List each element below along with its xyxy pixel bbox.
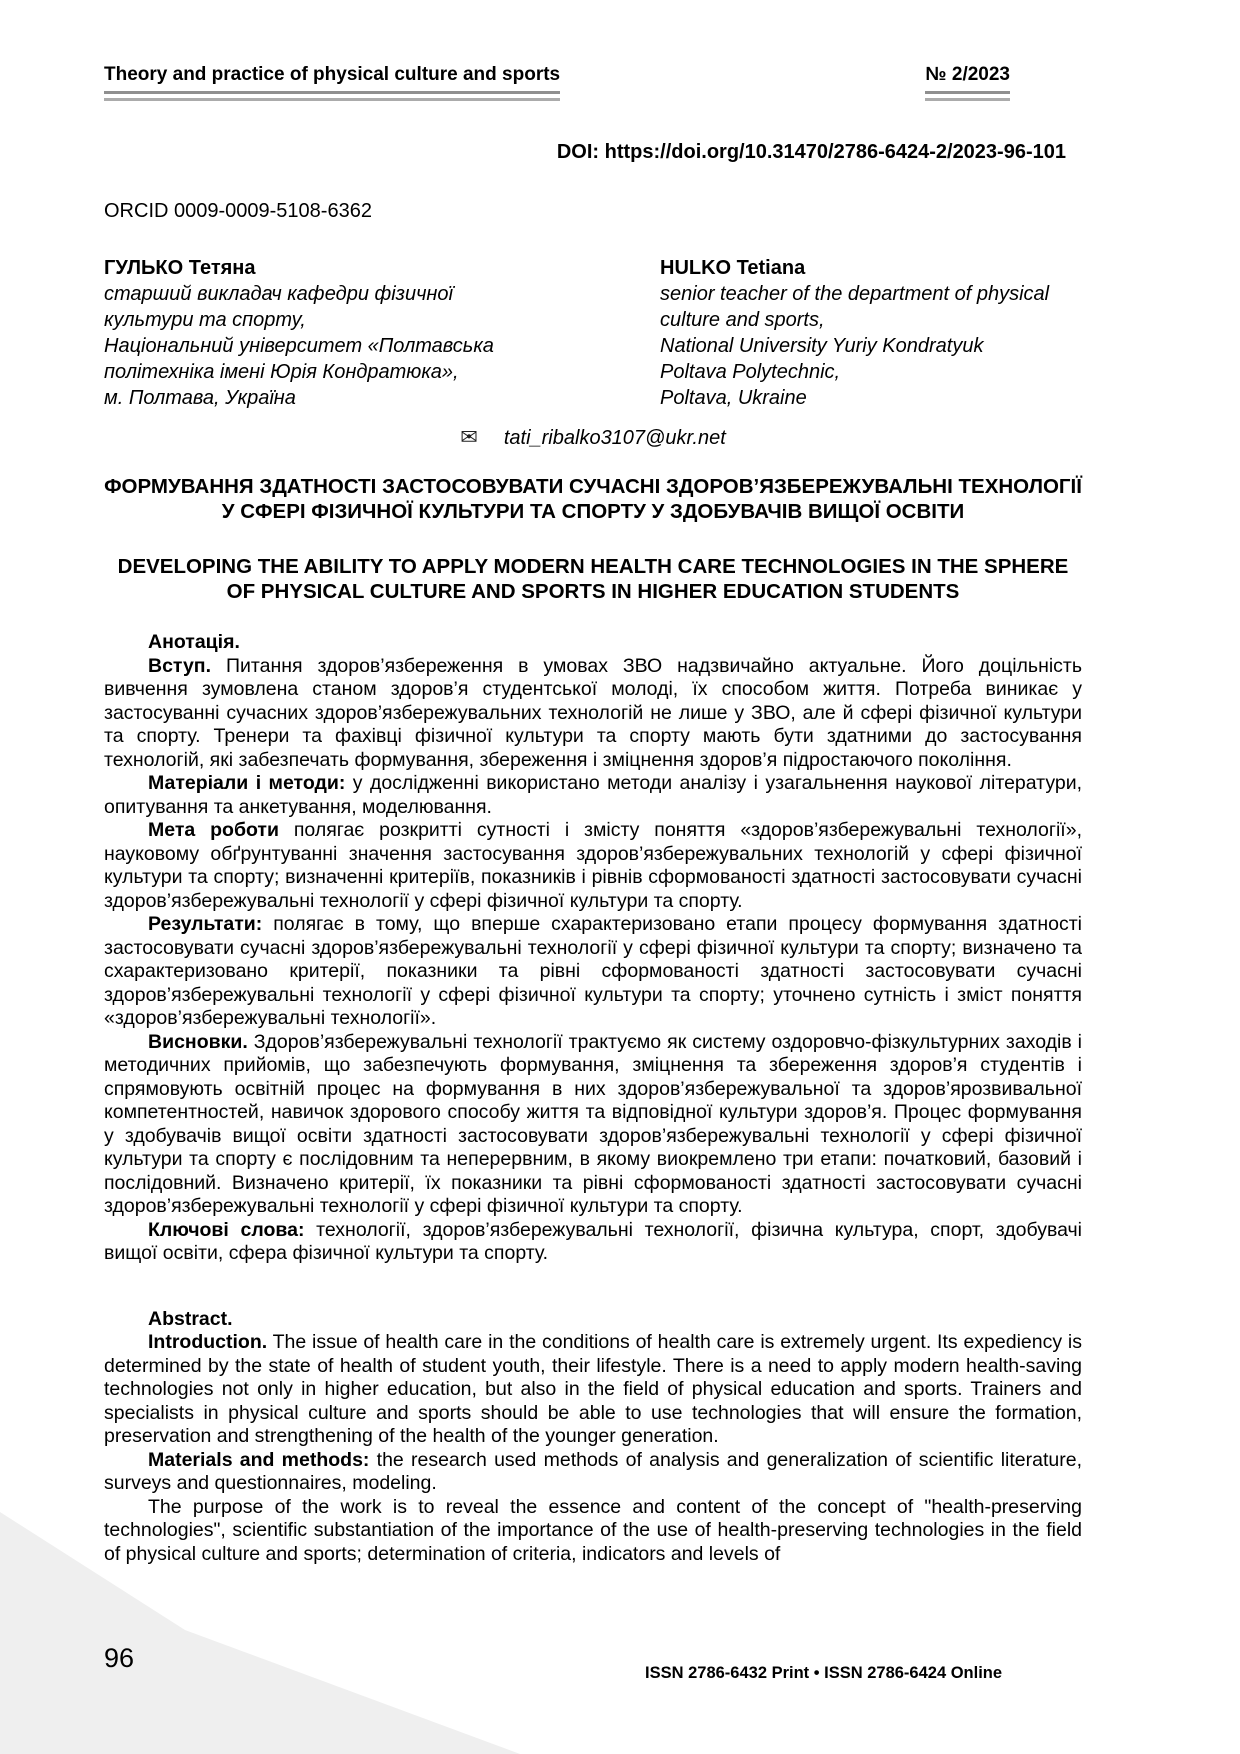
- paragraph-lead: Вступ.: [148, 654, 212, 677]
- abstract-ua-heading: Анотація.: [148, 631, 240, 653]
- paragraph-keywords: [104, 1219, 1082, 1266]
- author-name-ua: ГУЛЬКО Тетяна: [104, 257, 256, 279]
- journal-title-block: [104, 64, 560, 101]
- author-column-english: [660, 255, 1082, 411]
- paragraph-lead: Висновки.: [148, 1030, 248, 1053]
- page-number: 96: [104, 1643, 135, 1673]
- email-row: [104, 425, 1082, 450]
- paragraph-text: the research used methods of analysis and generalization of scientific literature, surveys and questionnaires, modeling.: [104, 1448, 1082, 1494]
- abstract-ukrainian: [104, 631, 1082, 1266]
- author-affiliation-line: політехніка імені Юрія Кондратюка»,: [104, 361, 459, 383]
- paragraph-vstup: [104, 655, 1082, 773]
- author-affiliation-line: Poltava, Ukraine: [660, 387, 807, 409]
- journal-title: Theory and practice of physical culture and sports: [104, 64, 561, 85]
- author-affiliation-line: старший викладач кафедри фізичної: [104, 283, 453, 305]
- paragraph-text: The issue of health care in the conditions of health care is extremely urgent. Its expediency is determined by the state of health of student youth, their lifestyle. There is a need to apply modern health-saving technologies not only in higher education, but also in the field of physical education and sports. Trainers and specialists in physical culture and sports should be able to use technologies that will ensure the formation, preservation and strengthening of the health of the younger generation.: [104, 1331, 1082, 1447]
- doi-link[interactable]: DOI: https://doi.org/10.31470/2786-6424-2/2023-96-101: [556, 141, 1066, 163]
- paragraph-text: Здоров’язбережувальні технології трактуємо як систему оздоровчо-фізкультурних заходів і методичних прийомів, що забезпечують формування, зміцнення та збереження здоров’я студентів і спрямовують освітній процес на формування в них здоров’язбережувальної та здоров’ярозвивальної компетентностей, навичок здорового способу життя та відповідної культури здоров’я. Процес формування у здобувачів вищої освіти здатності застосовувати здоров’язбережувальні технології у сфері фізичної культури та спорту є послідовним та неперервним, в якому виокремлено три етапи: початковий, базовий і послідовний. Визначено критерії, їх показники та рівні сформованості здатності застосовувати сучасні здоров’язбережувальні технології у сфері фізичної культури та спорту.: [104, 1030, 1082, 1217]
- issn-footer: ISSN 2786-6432 Print • ISSN 2786-6424 Online: [645, 1664, 1003, 1682]
- article-title-english: DEVELOPING THE ABILITY TO APPLY MODERN HEALTH CARE TECHNOLOGIES IN THE SPHERE OF PHYSICAL CULTURE AND SPORTS IN HIGHER EDUCATION STUDENTS: [117, 555, 1069, 603]
- paragraph-vysnovky: [104, 1031, 1082, 1219]
- author-name-en: HULKO Tetiana: [660, 257, 806, 279]
- author-affiliation-line: Poltava Polytechnic,: [660, 361, 841, 383]
- paragraph-lead: Результати:: [148, 913, 263, 935]
- paragraph-purpose: [104, 1496, 1082, 1567]
- author-column-ukrainian: [104, 255, 660, 411]
- author-affiliation-line: м. Полтава, Україна: [104, 387, 296, 409]
- paragraph-text: технології, здоров’язбережувальні технології, фізична культура, спорт, здобувачі вищої освіти, сфера фізичної культури та спорту.: [104, 1218, 1083, 1264]
- paragraph-text: полягає в тому, що вперше схарактеризовано етапи процесу формування здатності застосовувати сучасні здоров’язбережувальні технології у сфері фізичної культури та спорту; визначено та схарактеризовано критерії, показники та рівні сформованості здатності застосовувати сучасні здоров’язбережувальні технології у сфері фізичної культури та спорту; уточнено сутність і зміст поняття «здоров’язбережувальні технології».: [104, 913, 1082, 1029]
- issue-number: № 2/2023: [925, 64, 1010, 85]
- abstract-english: [104, 1308, 1082, 1567]
- paragraph-text: The purpose of the work is to reveal the essence and content of the concept of "health-preserving technologies", scientific substantiation of the importance of the use of health-preserving technologies in the field of physical culture and sports; determination of criteria, indicators and levels of: [104, 1495, 1082, 1565]
- paragraph-materials-methods: [104, 1449, 1082, 1496]
- email-link[interactable]: tati_ribalko3107@ukr.net: [503, 427, 726, 449]
- paragraph-text: Питання здоров’язбереження в умовах ЗВО надзвичайно актуальне. Його доцільність вивчення зумовлена станом здоров’я студентської молоді, їх способом життя. Потреба виникає у застосуванні сучасних здоров’язбережувальних технологій не лише у ЗВО, але й сфері фізичної культури та спорту. Тренери та фахівці фізичної культури та спорту мають бути здатними до застосування технологій, які забезпечать формування, збереження і зміцнення здоров’я підростаючого покоління.: [104, 654, 1083, 771]
- paragraph-lead: Materials and methods:: [148, 1448, 370, 1471]
- author-affiliation-line: culture and sports,: [660, 309, 825, 331]
- paragraph-rezultaty: [104, 913, 1082, 1031]
- author-block: [104, 255, 1082, 411]
- envelope-icon: ✉: [460, 426, 478, 449]
- author-affiliation-line: Національний університет «Полтавська: [104, 335, 494, 357]
- paragraph-materialy: [104, 772, 1082, 819]
- orcid-id: ORCID 0009-0009-5108-6362: [104, 200, 372, 222]
- author-affiliation-line: senior teacher of the department of physical: [660, 283, 1050, 305]
- paragraph-lead: Introduction.: [148, 1331, 268, 1353]
- paragraph-meta: [104, 819, 1082, 913]
- paragraph-lead: Матеріали і методи:: [148, 772, 346, 794]
- paragraph-lead: Ключові слова:: [148, 1218, 305, 1241]
- journal-header: [104, 0, 1082, 101]
- paragraph-introduction: [104, 1331, 1082, 1449]
- author-affiliation-line: культури та спорту,: [104, 309, 306, 331]
- abstract-en-heading: Abstract.: [148, 1307, 233, 1330]
- paragraph-text: полягає розкритті сутності і змісту поняття «здоров’язбережувальні технології», науковому обґрунтуванні значення застосування здоров’язбережувальних технологій у сфері фізичної культури та спорту; визначенні критеріїв, показників і рівнів сформованості здатності застосовувати сучасні здоров’язбережувальні технології у сфері фізичної культури та спорту.: [104, 819, 1082, 912]
- issue-number-block: [913, 64, 1022, 101]
- author-affiliation-line: National University Yuriy Kondratyuk: [660, 335, 984, 357]
- paragraph-lead: Мета роботи: [148, 819, 279, 841]
- paragraph-text: у дослідженні використано методи аналізу і узагальнення наукової літератури, опитування та анкетування, моделювання.: [104, 772, 1083, 818]
- article-title-ukrainian: ФОРМУВАННЯ ЗДАТНОСТІ ЗАСТОСОВУВАТИ СУЧАСНІ ЗДОРОВ’ЯЗБЕРЕЖУВАЛЬНІ ТЕХНОЛОГІЇ У СФЕРІ ФІЗИЧНОЇ КУЛЬТУРИ ТА СПОРТУ У ЗДОБУВАЧІВ ВИЩОЇ ОСВІТИ: [104, 475, 1082, 523]
- header-rule-left: [104, 91, 560, 101]
- header-rule-right: [925, 91, 1010, 101]
